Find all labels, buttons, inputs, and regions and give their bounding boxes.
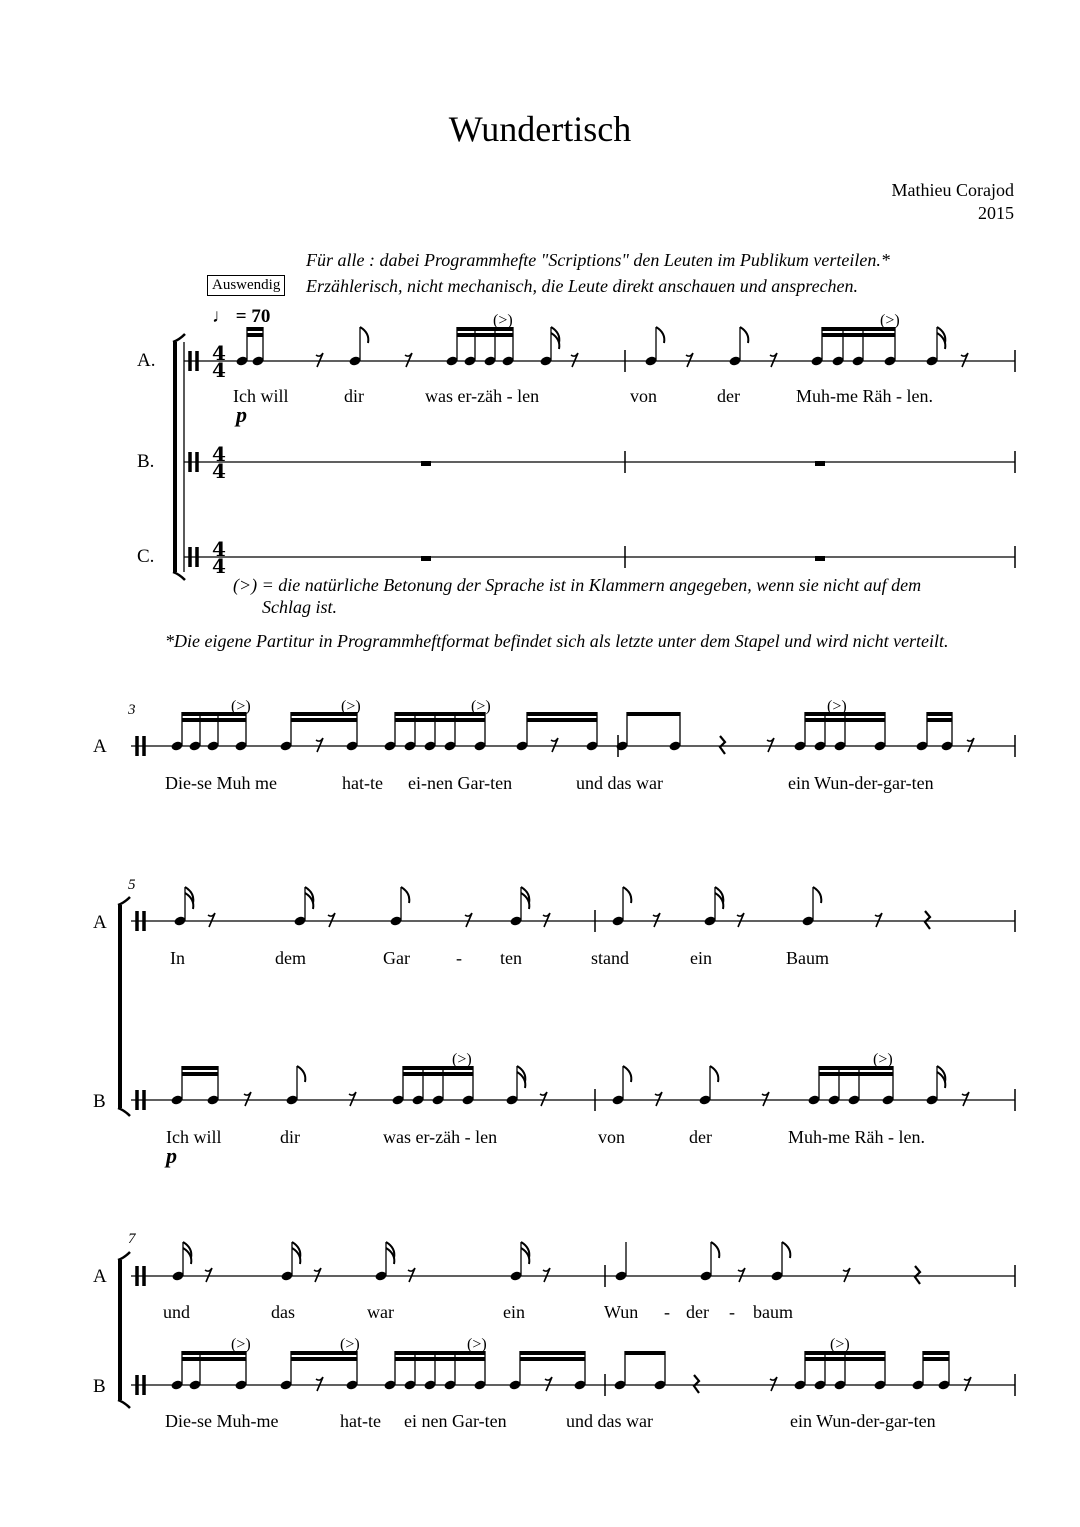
eighth-rest bbox=[465, 913, 472, 927]
lyric: Muh-me Räh - len. bbox=[796, 386, 933, 406]
lyric: dir bbox=[280, 1127, 300, 1147]
beam bbox=[395, 718, 485, 722]
beam bbox=[923, 1357, 949, 1361]
lyric: Wun bbox=[604, 1302, 639, 1322]
lyric: hat-te bbox=[342, 773, 383, 793]
note-flag bbox=[710, 1066, 718, 1082]
eighth-rest bbox=[316, 738, 323, 752]
eighth-rest bbox=[686, 353, 693, 367]
eighth-rest bbox=[875, 913, 882, 927]
lyric: von bbox=[598, 1127, 625, 1147]
bracket-hook bbox=[118, 1400, 130, 1408]
lyric: Die-se Muh me bbox=[165, 773, 277, 793]
time-signature-bottom: 4 bbox=[212, 554, 226, 578]
lyric: was er-zäh - len bbox=[383, 1127, 498, 1147]
beam bbox=[291, 1357, 357, 1361]
beam bbox=[805, 1357, 885, 1361]
lyric: ein Wun-der-gar-ten bbox=[788, 773, 934, 793]
bracket-hook bbox=[173, 572, 185, 580]
beam bbox=[182, 1072, 218, 1076]
beam bbox=[927, 712, 952, 716]
lyric: - bbox=[456, 948, 462, 968]
dynamic-piano: p bbox=[166, 1143, 177, 1168]
beam bbox=[527, 718, 597, 722]
note-flag bbox=[401, 887, 409, 903]
voice-label-a: A bbox=[93, 736, 107, 757]
beam bbox=[403, 1072, 473, 1076]
bracket-hook bbox=[118, 897, 130, 905]
note-flag bbox=[360, 327, 368, 343]
note-flag bbox=[740, 327, 748, 343]
lyric: Baum bbox=[786, 948, 829, 968]
lyric: der bbox=[686, 1302, 709, 1322]
quarter-rest bbox=[720, 736, 725, 754]
time-signature-bottom: 4 bbox=[212, 459, 226, 483]
lyric: ei-nen Gar-ten bbox=[408, 773, 513, 793]
lyric: ein Wun-der-gar-ten bbox=[790, 1411, 936, 1431]
accent-mark: (>) bbox=[471, 698, 491, 715]
lyric: dir bbox=[344, 386, 364, 406]
beam bbox=[923, 1351, 949, 1355]
beam bbox=[291, 718, 357, 722]
eighth-rest bbox=[540, 1092, 547, 1106]
beam bbox=[395, 1357, 485, 1361]
quarter-rest bbox=[915, 1266, 920, 1284]
note-flag bbox=[656, 327, 664, 343]
eighth-rest bbox=[762, 1092, 769, 1106]
measure-number: 5 bbox=[128, 877, 136, 893]
performance-instruction-2: Erzählerisch, nicht mechanisch, die Leute direkt anschauen und ansprechen. bbox=[306, 276, 859, 296]
accent-mark: (>) bbox=[452, 1051, 472, 1068]
voice-label-b: B bbox=[93, 1376, 106, 1397]
lyric: - bbox=[729, 1302, 735, 1322]
beam bbox=[527, 712, 597, 716]
eighth-rest bbox=[655, 1092, 662, 1106]
whole-rest bbox=[421, 461, 431, 466]
score-footnote: *Die eigene Partitur in Programmheftformat befindet sich als letzte unter dem Stapel und wird nicht verteilt. bbox=[165, 631, 949, 651]
lyric: von bbox=[630, 386, 657, 406]
composer-name: Mathieu Corajod bbox=[891, 180, 1014, 200]
lyric: - bbox=[664, 1302, 670, 1322]
eighth-rest bbox=[543, 1268, 550, 1282]
eighth-rest bbox=[843, 1268, 850, 1282]
eighth-rest bbox=[314, 1268, 321, 1282]
beam bbox=[520, 1351, 585, 1355]
eighth-rest bbox=[545, 1377, 552, 1391]
eighth-rest bbox=[571, 353, 578, 367]
beam bbox=[805, 718, 885, 722]
lyric: Muh-me Räh - len. bbox=[788, 1127, 925, 1147]
accent-footnote-line2: Schlag ist. bbox=[262, 597, 337, 617]
eighth-rest bbox=[349, 1092, 356, 1106]
lyric: war bbox=[367, 1302, 394, 1322]
beam bbox=[182, 1357, 246, 1361]
beam bbox=[822, 333, 895, 337]
lyric: das bbox=[271, 1302, 295, 1322]
lyric: was er-zäh - len bbox=[425, 386, 540, 406]
note-flag bbox=[623, 1066, 631, 1082]
eighth-rest bbox=[961, 353, 968, 367]
eighth-rest bbox=[738, 1268, 745, 1282]
measure-number: 3 bbox=[128, 702, 136, 718]
beam bbox=[182, 718, 246, 722]
eighth-rest bbox=[737, 913, 744, 927]
eighth-rest bbox=[962, 1092, 969, 1106]
time-signature-top: 4 bbox=[212, 341, 226, 365]
time-signature-top: 4 bbox=[212, 442, 226, 466]
whole-rest bbox=[815, 461, 825, 466]
accent-footnote-line1: (>) = die natürliche Betonung der Sprache ist in Klammern angegeben, wenn sie nicht auf dem bbox=[233, 575, 922, 595]
eighth-rest bbox=[964, 1377, 971, 1391]
time-signature-bottom: 4 bbox=[212, 358, 226, 382]
beam bbox=[457, 333, 513, 337]
bracket-hook bbox=[118, 1108, 130, 1116]
eighth-rest bbox=[316, 353, 323, 367]
beam bbox=[627, 712, 680, 716]
lyric: und bbox=[163, 1302, 190, 1322]
accent-mark: (>) bbox=[873, 1051, 893, 1068]
lyric: In bbox=[170, 948, 185, 968]
beam bbox=[625, 1351, 665, 1355]
accent-mark: (>) bbox=[827, 698, 847, 715]
eighth-rest bbox=[405, 353, 412, 367]
beam bbox=[927, 718, 952, 722]
lyric: Die-se Muh-me bbox=[165, 1411, 279, 1431]
eighth-rest bbox=[328, 913, 335, 927]
eighth-rest bbox=[316, 1377, 323, 1391]
accent-mark: (>) bbox=[341, 698, 361, 715]
lyric: Ich will bbox=[166, 1127, 222, 1147]
lyric: stand bbox=[591, 948, 629, 968]
bracket-hook bbox=[118, 1252, 130, 1260]
lyric: baum bbox=[753, 1302, 793, 1322]
composition-year: 2015 bbox=[978, 203, 1014, 223]
voice-label-a: A bbox=[93, 912, 107, 933]
voice-label-a: A. bbox=[137, 350, 156, 371]
tempo-marking: ♩ = 70 bbox=[212, 306, 271, 327]
eighth-rest bbox=[967, 738, 974, 752]
bracket-hook bbox=[173, 334, 185, 342]
lyric: und das war bbox=[576, 773, 663, 793]
lyric: dem bbox=[275, 948, 306, 968]
memorize-box: Auswendig bbox=[207, 275, 285, 296]
lyric: Ich will bbox=[233, 386, 289, 406]
lyric: hat-te bbox=[340, 1411, 381, 1431]
eighth-rest bbox=[205, 1268, 212, 1282]
eighth-rest bbox=[653, 913, 660, 927]
eighth-rest bbox=[770, 1377, 777, 1391]
lyric: Gar bbox=[383, 948, 410, 968]
lyric: der bbox=[689, 1127, 712, 1147]
note-flag bbox=[782, 1242, 790, 1258]
voice-label-a: A bbox=[93, 1266, 107, 1287]
eighth-rest bbox=[408, 1268, 415, 1282]
performance-instruction-1: Für alle : dabei Programmhefte "Scriptions" den Leuten im Publikum verteilen.* bbox=[306, 250, 890, 270]
whole-rest bbox=[421, 556, 431, 561]
note-flag bbox=[813, 887, 821, 903]
whole-rest bbox=[815, 556, 825, 561]
lyric: ein bbox=[690, 948, 712, 968]
accent-mark: (>) bbox=[467, 1336, 487, 1353]
eighth-rest bbox=[767, 738, 774, 752]
lyric: ei nen Gar-ten bbox=[404, 1411, 507, 1431]
note-flag bbox=[297, 1066, 305, 1082]
voice-label-b: B. bbox=[137, 451, 155, 472]
dynamic-piano: p bbox=[236, 402, 247, 427]
voice-label-b: B bbox=[93, 1091, 106, 1112]
lyric: und das war bbox=[566, 1411, 653, 1431]
lyric: der bbox=[717, 386, 740, 406]
accent-mark: (>) bbox=[231, 698, 251, 715]
accent-mark: (>) bbox=[880, 312, 900, 329]
measure-number: 7 bbox=[128, 1231, 136, 1247]
accent-mark: (>) bbox=[830, 1336, 850, 1353]
eighth-rest bbox=[208, 913, 215, 927]
note-flag bbox=[623, 887, 631, 903]
time-signature-top: 4 bbox=[212, 537, 226, 561]
beam bbox=[247, 333, 263, 337]
accent-mark: (>) bbox=[493, 312, 513, 329]
note-flag bbox=[711, 1242, 719, 1258]
lyric: ten bbox=[500, 948, 522, 968]
accent-mark: (>) bbox=[340, 1336, 360, 1353]
piece-title: Wundertisch bbox=[448, 109, 632, 149]
eighth-rest bbox=[770, 353, 777, 367]
eighth-rest bbox=[543, 913, 550, 927]
eighth-rest bbox=[551, 738, 558, 752]
quarter-rest bbox=[925, 911, 930, 929]
beam bbox=[520, 1357, 585, 1361]
eighth-rest bbox=[244, 1092, 251, 1106]
beam bbox=[182, 1066, 218, 1070]
quarter-rest bbox=[694, 1375, 699, 1393]
accent-mark: (>) bbox=[231, 1336, 251, 1353]
beam bbox=[819, 1072, 893, 1076]
lyric: ein bbox=[503, 1302, 525, 1322]
voice-label-c: C. bbox=[137, 546, 155, 567]
